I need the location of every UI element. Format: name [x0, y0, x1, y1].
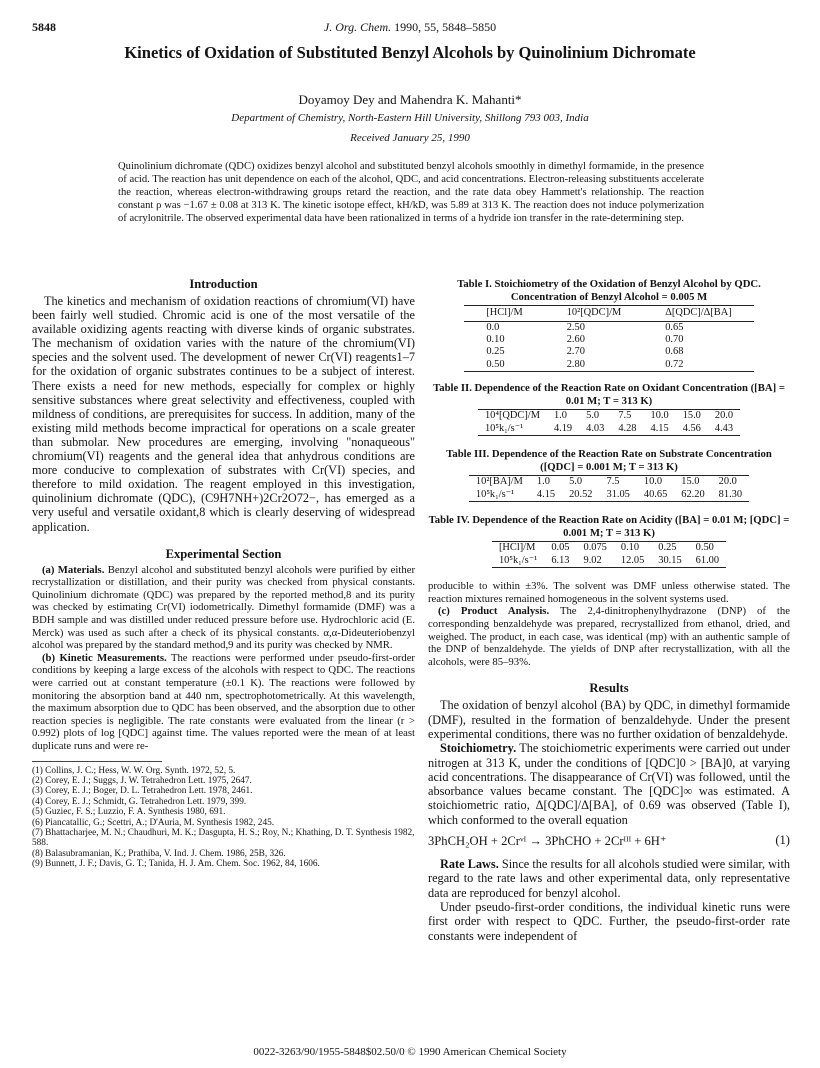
experimental-heading: Experimental Section [165, 546, 282, 561]
table-cell: 0.25 [658, 542, 677, 554]
footnote: (6) Piancatallic, G.; Scettri, A.; D'Auria, M. Synthesis 1982, 245. [32, 817, 275, 828]
table-row-label: 10⁵k₁/s⁻¹ [484, 422, 524, 434]
table-2 [478, 409, 740, 436]
table-cell: 10.0 [650, 410, 669, 422]
footnote: (2) Corey, E. J.; Suggs, J. W. Tetrahedron Lett. 1975, 2647. [32, 775, 252, 786]
table-4 [492, 541, 726, 568]
table-header-cell: 10²[QDC]/M [545, 306, 644, 321]
table-cell: 0.075 [583, 542, 607, 554]
table-cell: 4.15 [536, 488, 556, 500]
table-row [469, 476, 749, 489]
stoichiometry-paragraph [428, 741, 790, 827]
table-cell: 2.60 [566, 334, 585, 345]
journal-volume: 1990, 55, 5848–5850 [394, 20, 497, 34]
table-row [492, 555, 726, 568]
table-cell: 9.02 [583, 554, 602, 566]
table-cell: 0.25 [486, 346, 505, 358]
table-cell: 4.43 [714, 422, 734, 434]
table-cell: 0.10 [486, 334, 505, 345]
table-cell: 30.15 [658, 554, 682, 566]
table-cell: 1.0 [536, 476, 550, 488]
table-row [464, 346, 753, 358]
footnote: (4) Corey, E. J.; Schmidt, G. Tetrahedron Lett. 1979, 399. [32, 796, 247, 807]
footnote: (3) Corey, E. J.; Boger, D. L. Tetrahedron Lett. 1978, 2461. [32, 786, 253, 797]
table-cell: 0.05 [551, 542, 570, 554]
table-row-label: 10⁴[QDC]/M [484, 410, 540, 422]
table-1 [464, 305, 753, 372]
table-cell: 0.50 [695, 542, 714, 554]
footnote: (8) Balasubramanian, K.; Prathiba, V. Ind. J. Chem. 1986, 25B, 326. [32, 848, 286, 859]
stoichiometry-label: Stoichiometry. [440, 741, 517, 756]
table-cell: 0.65 [665, 321, 684, 333]
table-cell: 0.10 [620, 542, 640, 554]
table-cell: 4.56 [682, 422, 701, 434]
table-cell: 10.0 [643, 476, 663, 488]
materials-text: Benzyl alcohol and substituted benzyl alcohols were purified by either recrystallization or distillation, and their purity was checked from physical constants. Quinolinium dichromate (QDC) was prepared by the reported method,8 and its purity was checked by estimating Cr(VI) iodometrically. Dimethyl formamide (DMF) was a BDH sample and was distilled under reduced pressure before use. Hydrochloric acid (E. Merck) was used as such after a check of its physical constants. α,α-Dideuteriobenzyl alcohol was prepared by the standard method,9 and its purity was checked by NMR. [32, 563, 415, 652]
table-row-label: 10⁵k₁/s⁻¹ [475, 488, 515, 500]
table-2-caption: Table II. Dependence of the Reaction Rate on Oxidant Concentration ([BA] = 0.01 M; T = 313 K) [433, 382, 785, 407]
table-cell: 61.00 [695, 554, 720, 566]
table-row [469, 489, 749, 502]
journal-header [0, 20, 820, 35]
table-cell: 5.0 [569, 476, 583, 488]
equation-number: (1) [775, 833, 790, 848]
table-cell: 20.52 [569, 488, 593, 500]
authors: Doyamoy Dey and Mahendra K. Mahanti* [298, 92, 522, 107]
product-analysis-paragraph [428, 605, 790, 668]
experimental-section [32, 546, 415, 753]
table-row-label: 10²[BA]/M [475, 476, 523, 488]
materials-paragraph [32, 564, 415, 652]
table-cell: 0.72 [665, 358, 684, 370]
table-cell: 6.13 [551, 554, 570, 566]
table-cell: 2.50 [566, 321, 585, 333]
affiliation: Department of Chemistry, North-Eastern Hill University, Shillong 793 003, India [231, 112, 589, 124]
table-cell: 31.05 [606, 488, 630, 500]
product-analysis-label: (c) Product Analysis. [438, 605, 550, 618]
rate-laws-text: Since the results for all alcohols studied were similar, with regard to the rate laws and other experimental data, only representative data are reproduced for benzyl alcohol. [428, 857, 791, 900]
table-row [492, 542, 726, 555]
table-cell: 0.0 [486, 321, 500, 333]
table-header-cell: [HCl]/M [464, 306, 544, 321]
introduction-heading: Introduction [189, 277, 258, 291]
table-header-cell: Δ[QDC]/Δ[BA] [643, 306, 753, 321]
footnote: (9) Bunnett, J. F.; Davis, G. T.; Tanida, H. J. Am. Chem. Soc. 1962, 84, 1606. [32, 859, 320, 870]
introduction-section [32, 276, 415, 534]
table-cell: 5.0 [586, 410, 600, 422]
kinetic-paragraph [32, 652, 415, 753]
table-cell: 4.28 [618, 422, 637, 434]
equation: 3PhCH₂OH + 2Crᵛᴵ → 3PhCHO + 2Crᴵᴵᴵ + 6H⁺ [428, 834, 667, 849]
table-row [478, 410, 740, 423]
results-paragraph: The oxidation of benzyl alcohol (BA) by QDC, in dimethyl formamide (DMF), resulted in the formation of benzaldehyde. Under the present experimental conditions, there was no further oxidation of benzaldehyde. [428, 698, 790, 741]
introduction-text: The kinetics and mechanism of oxidation reactions of chromium(VI) have been fairly well studied. Chromic acid is one of the most versatile of the available oxidizing agents reacting with diverse kinds of organic substrates. The mechanism of oxidation varies with the nature of the chromium(VI) species and the solvent used. The development of newer Cr(VI) reagents1–7 for the oxidation of organic substrates continues to be a subject of interest. There exists a need for new methods, especially for complex or highly sensitive substances where great selectivity and effectiveness, coupled with mildness of conditions, are prerequisites for success. In addition, many of the existing mild methods become impractical for operations on a scale greater than submolar. New procedures are emerging, involving "nonaqueous" chromium(VI) reagents and the general idea that anhydrous conditions are more conducive to complexation of substrates with Cr(VI) species, and therefore to mild oxidation. The reagent employed in this investigation, quinolinium dichromate (QDC), (C9H7NH+)2Cr2O72−, has emerged as a very useful and versatile oxidant,8 which is clearly deserving of widespread application. [32, 294, 415, 534]
footnote: (5) Guziec, F. S.; Luzzio, F. A. Synthesis 1980, 691. [32, 807, 226, 818]
rate-laws-paragraph [428, 857, 790, 900]
table-cell: 7.5 [606, 476, 620, 488]
table-row-label: 10⁵k₁/s⁻¹ [498, 554, 538, 566]
table-cell: 0.70 [665, 334, 684, 345]
left-column [32, 276, 415, 870]
journal-name: J. Org. Chem. [323, 20, 392, 34]
table-cell: 20.0 [718, 476, 737, 488]
table-cell: 2.80 [566, 358, 585, 370]
results-heading: Results [589, 681, 629, 696]
table-row [464, 321, 753, 334]
table-row-label: [HCl]/M [498, 542, 536, 554]
table-cell: 40.65 [643, 488, 668, 500]
table-cell: 15.0 [682, 410, 701, 422]
table-4-caption: Table IV. Dependence of the Reaction Rate on Acidity ([BA] = 0.01 M; [QDC] = 0.001 M; T = 313 K) [428, 514, 790, 539]
paper-title: Kinetics of Oxidation of Substituted Benzyl Alcohols by Quinolinium Dichromate [124, 43, 696, 62]
results-section [428, 680, 790, 942]
page-number: 5848 [32, 20, 56, 34]
table-cell: 81.30 [718, 488, 743, 500]
table-cell: 4.03 [586, 422, 605, 434]
copyright-footer: 0022-3263/90/1955-5848$02.50/0 © 1990 American Chemical Society [253, 1046, 567, 1058]
product-analysis-text: The 2,4-dinitrophenylhydrazone (DNP) of the corresponding benzaldehyde was prepared, recrystallized from ethanol, dried, and weighed. The product, in each case, was identical (mp) with an authentic sample of the DNP of benzaldehyde. The yields of DNP after recrystallization, with all the alcohols, were 85–93%. [428, 605, 790, 668]
table-cell: 7.5 [618, 410, 632, 422]
table-cell: 1.0 [553, 410, 567, 422]
table-row [464, 359, 753, 372]
footnote: (7) Bhattacharjee, M. N.; Chaudhuri, M. K.; Dasgupta, H. S.; Roy, N.; Khathing, D. T. Synthesis 1982, 588. [32, 827, 415, 849]
table-3 [469, 475, 749, 502]
received-date: Received January 25, 1990 [350, 132, 470, 144]
footnote: (1) Collins, J. C.; Hess, W. W. Org. Synth. 1972, 52, 5. [32, 765, 236, 776]
table-1-caption: Table I. Stoichiometry of the Oxidation of Benzyl Alcohol by QDC. Concentration of Benzyl Alcohol = 0.005 M [457, 278, 761, 303]
continuation-text: producible to within ±3%. The solvent was DMF unless otherwise stated. The reaction mixtures remained homogeneous in the solvent systems used. [428, 580, 790, 605]
table-cell: 2.70 [566, 346, 585, 358]
stoichiometry-text: The stoichiometric experiments were carried out under nitrogen at 313 K, under the conditions of [QDC]0 > [BA]0, at varying acid concentrations. The disappearance of Cr(VI) was followed, until the absorbance values became constant. The [QDC]∞ was estimated. A stoichiometric ratio, Δ[QDC]/Δ[BA], of 0.69 was observed (Table I), which conformed to the overall equation [428, 741, 790, 827]
kinetic-label: (b) Kinetic Measurements. [42, 651, 167, 664]
table-cell: 12.05 [620, 554, 645, 566]
table-cell: 62.20 [681, 488, 705, 500]
footnote-rule [32, 761, 162, 762]
table-cell: 0.50 [486, 358, 505, 370]
table-row [478, 423, 740, 436]
kinetic-text: The reactions were performed under pseudo-first-order conditions by keeping a large excess of the alcohols with respect to QDC. The reactions were carried out at constant temperature (±0.1 K). The reactions were followed by monitoring the absorption band at 440 nm, spectrophotometrically. At this wavelength, the maximum absorption due to QDC has been observed, and the absorption due to other reaction species is negligible. The rate constants were evaluated from the linear (r > 0.992) plots of log [QDC] against time. The values reported were the mean of at least duplicate runs and were re- [32, 651, 415, 752]
table-cell: 20.0 [714, 410, 734, 422]
table-cell: 4.19 [553, 422, 573, 434]
table-3-caption: Table III. Dependence of the Reaction Rate on Substrate Concentration ([QDC] = 0.001 M; T = 313 K) [446, 448, 772, 473]
equation-1 [428, 833, 790, 849]
materials-label: (a) Materials. [42, 563, 105, 576]
table-cell: 0.68 [665, 346, 684, 358]
table-cell: 15.0 [681, 476, 700, 488]
footnotes [32, 766, 415, 870]
table-row [464, 334, 753, 346]
experimental-continuation [428, 580, 790, 668]
table-cell: 4.15 [650, 422, 669, 434]
results-paragraph: Under pseudo-first-order conditions, the individual kinetic runs were first order with respect to QDC. Further, the pseudo-first-order rate constants were independent of [428, 899, 790, 943]
right-column [428, 278, 790, 943]
abstract: Quinolinium dichromate (QDC) oxidizes benzyl alcohol and substituted benzyl alcohols smoothly in dimethyl formamide, in the presence of acid. The reaction has unit dependence on each of the alcohol, QDC, and acid concentrations. Electron-releasing substituents accelerate the reaction, whereas electron-withdrawing groups retard the reaction, and the rate data obey Hammett's relationship. The reaction constant ρ was −1.67 ± 0.08 at 313 K. The kinetic isotope effect, kH/kD, was 5.89 at 313 K. The reaction does not induce polymerization of acrylonitrile. The observed experimental data have been rationalized in terms of a hydride ion transfer in the rate-determining step. [118, 161, 704, 224]
rate-laws-label: Rate Laws. [440, 857, 499, 872]
